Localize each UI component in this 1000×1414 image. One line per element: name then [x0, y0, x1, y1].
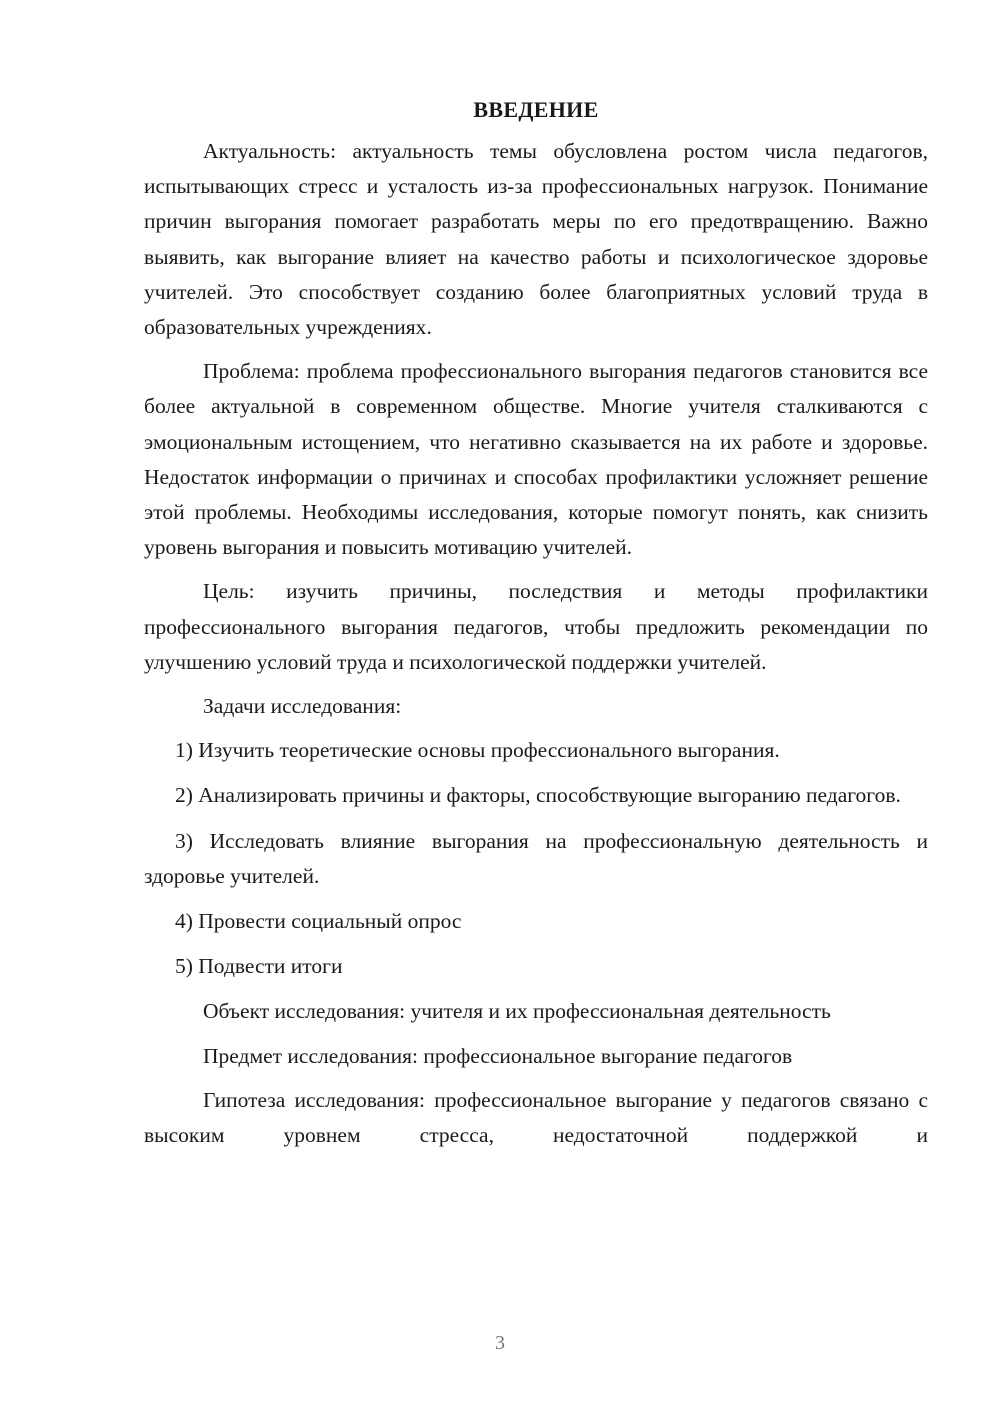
document-page — [144, 92, 928, 1162]
problem-paragraph: Проблема: проблема профессионального выгорания педагогов становится все более актуальной в современном обществе. Многие учителя сталкиваются с эмоциональным истощением, что негативно сказывается на их работе и здоровье. Недостаток информации о причинах и способах профилактики усложняет решение этой проблемы. Необходимы исследования, которые помогут понять, как снизить уровень выгорания и повысить мотивацию учителей. — [144, 359, 928, 560]
hypothesis-paragraph: Гипотеза исследования: профессиональное выгорание у педагогов связано с высоким уровнем стресса, недостаточной поддержкой и — [144, 1087, 928, 1148]
subject-paragraph: Предмет исследования: профессиональное выгорание педагогов — [203, 1043, 793, 1068]
task-item-1: 1) Изучить теоретические основы профессионального выгорания. — [175, 738, 780, 763]
task-item-5: 5) Подвести итоги — [175, 954, 343, 979]
goal-paragraph: Цель: изучить причины, последствия и методы профилактики профессионального выгорания педагогов, чтобы предложить рекомендации по улучшению условий труда и психологической поддержки учителей. — [144, 579, 928, 674]
tasks-heading: Задачи исследования: — [203, 694, 402, 719]
task-item-2: 2) Анализировать причины и факторы, способствующие выгоранию педагогов. — [175, 783, 901, 808]
object-paragraph: Объект исследования: учителя и их профессиональная деятельность — [203, 999, 831, 1024]
relevance-paragraph: Актуальность: актуальность темы обусловлена ростом числа педагогов, испытывающих стресс и усталость из-за профессиональных нагрузок. Понимание причин выгорания помогает разработать меры по его предотвращению. Важно выявить, как выгорание влияет на качество работы и психологическое здоровье учителей. Это способствует созданию более благоприятных условий труда в образовательных учреждениях. — [144, 139, 928, 340]
section-title: ВВЕДЕНИЕ — [473, 97, 599, 122]
task-item-4: 4) Провести социальный опрос — [175, 909, 462, 934]
page-number: 3 — [495, 1332, 505, 1354]
task-item-3: 3) Исследовать влияние выгорания на профессиональную деятельность и здоровье учителей. — [144, 828, 928, 888]
